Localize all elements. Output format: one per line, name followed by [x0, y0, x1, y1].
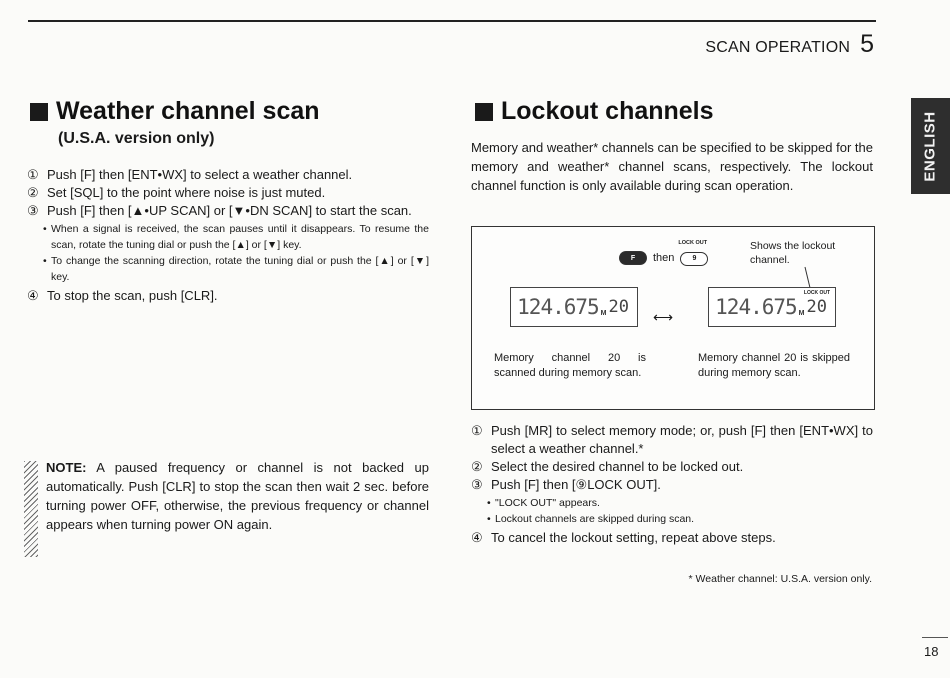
weather-scan-steps: [27, 166, 429, 305]
header-rule: [28, 20, 876, 22]
lcd-frequency: 124.675: [517, 295, 599, 319]
step-3-bullets: [487, 495, 873, 527]
weather-scan-subtitle: (U.S.A. version only): [58, 130, 215, 147]
weather-scan-heading: Weather channel scan: [30, 97, 320, 126]
bullet-item: • "LOCK OUT" appears.: [487, 497, 600, 509]
step: ③ Push [F] then [▲•UP SCAN] or [▼•DN SCAN] to start the scan.: [27, 203, 412, 218]
note-text: A paused frequency or channel is not backed up automatically. Push [CLR] to stop the scan then wait 2 sec. before turning power OFF, otherwise, the previous frequency or channel appears when turning power ON again.: [46, 460, 429, 532]
bullet-item: • When a signal is received, the scan pauses until it disappears. To resume the scan, rotate the tuning dial or push the [▲] or [▼] key.: [43, 223, 429, 251]
heading-square-icon: [30, 103, 48, 121]
lockout-key-label: LOCK OUT: [678, 240, 708, 246]
lockout-intro: Memory and weather* channels can be specified to be skipped for the memory and weather* channel scans, respectively. The lockout channel function is only available during scan operation.: [471, 140, 873, 193]
note-label: NOTE:: [46, 460, 87, 475]
lcd-memory-mark: M: [600, 310, 607, 317]
lockout-steps: [471, 422, 873, 547]
step-3-bullets: [43, 221, 429, 285]
step: ② Select the desired channel to be locked out.: [471, 459, 744, 474]
lockout-callout: Shows the lockout channel.: [750, 240, 836, 266]
language-tab-label: ENGLISH: [922, 110, 939, 182]
f-key-icon: F: [619, 251, 647, 265]
caption-scanned: Memory channel 20 is scanned during memory scan.: [494, 352, 646, 379]
footnote: * Weather channel: U.S.A. version only.: [688, 573, 872, 585]
note-box: [24, 458, 429, 557]
heading-square-icon: [475, 103, 493, 121]
note-hatch-mark: [24, 461, 38, 557]
lcd-channel: 20: [608, 297, 629, 317]
step: ④ To cancel the lockout setting, repeat above steps.: [471, 530, 776, 545]
section-title: SCAN OPERATION: [705, 39, 851, 56]
lockout-heading: Lockout channels: [475, 97, 714, 126]
section-number: 5: [860, 30, 874, 58]
step: ④ To stop the scan, push [CLR].: [27, 288, 218, 303]
lcd-display-skipped: [708, 287, 836, 327]
then-text: then: [653, 252, 675, 265]
lcd-frequency: 124.675: [715, 295, 797, 319]
lcd-memory-mark: M: [798, 310, 805, 317]
bullet-item: • Lockout channels are skipped during scan.: [487, 513, 695, 525]
step: ① Push [MR] to select memory mode; or, push [F] then [ENT•WX] to select a weather channel.*: [471, 423, 873, 456]
language-tab: [911, 98, 950, 194]
step: ② Set [SQL] to the point where noise is just muted.: [27, 185, 326, 200]
lcd-display-scanned: [510, 287, 638, 327]
toggle-arrow-icon: ⟷: [653, 309, 674, 325]
lockout-figure: [471, 226, 875, 410]
lcd-channel: 20: [806, 297, 827, 317]
9-key-icon: 9: [680, 252, 708, 266]
page-number-rule: [922, 637, 948, 638]
section-header: [705, 30, 874, 59]
bullet-item: • To change the scanning direction, rotate the tuning dial or push the [▲] or [▼] key.: [43, 255, 429, 283]
caption-skipped: Memory channel 20 is skipped during memory scan.: [698, 352, 850, 379]
step: ① Push [F] then [ENT•WX] to select a weather channel.: [27, 167, 353, 182]
step: ③ Push [F] then [⑨LOCK OUT].: [471, 477, 661, 492]
page-number: 18: [924, 644, 939, 659]
lcd-lockout-indicator: LOCK OUT: [803, 290, 830, 296]
